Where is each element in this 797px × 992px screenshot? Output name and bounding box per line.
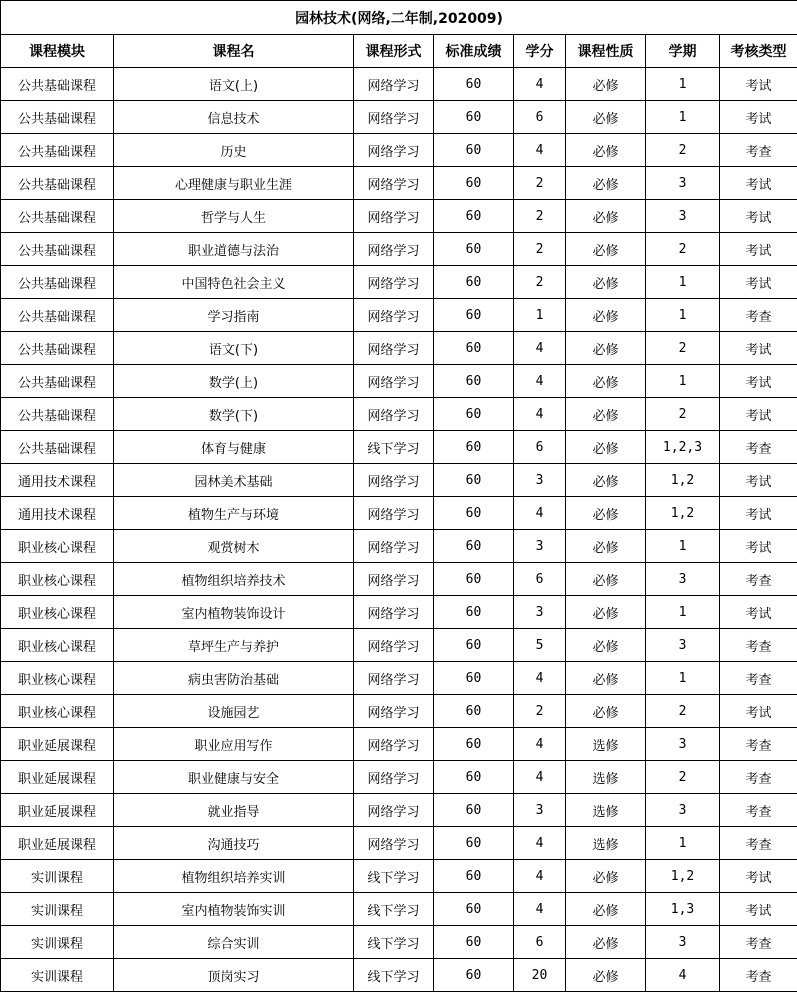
- cell-course-name: 室内植物装饰实训: [114, 893, 354, 926]
- cell-credits: 4: [514, 827, 566, 860]
- cell-course-name: 植物生产与环境: [114, 497, 354, 530]
- table-row: [1, 233, 797, 266]
- cell-format: 网络学习: [354, 233, 434, 266]
- cell-course-name: 心理健康与职业生涯: [114, 167, 354, 200]
- cell-course-name: 职业道德与法治: [114, 233, 354, 266]
- column-header-credits: 学分: [514, 35, 566, 68]
- cell-standard-score: 60: [434, 101, 514, 134]
- cell-assessment: 考试: [720, 200, 797, 233]
- cell-format: 网络学习: [354, 728, 434, 761]
- cell-credits: 3: [514, 464, 566, 497]
- cell-semester: 1: [646, 662, 720, 695]
- cell-credits: 3: [514, 530, 566, 563]
- cell-module: 公共基础课程: [1, 266, 114, 299]
- cell-standard-score: 60: [434, 893, 514, 926]
- cell-assessment: 考查: [720, 794, 797, 827]
- cell-module: 职业核心课程: [1, 530, 114, 563]
- cell-course-type: 必修: [566, 464, 646, 497]
- cell-course-name: 体育与健康: [114, 431, 354, 464]
- cell-credits: 6: [514, 926, 566, 959]
- cell-format: 网络学习: [354, 497, 434, 530]
- cell-module: 通用技术课程: [1, 497, 114, 530]
- cell-standard-score: 60: [434, 398, 514, 431]
- cell-course-type: 必修: [566, 266, 646, 299]
- cell-assessment: 考查: [720, 629, 797, 662]
- cell-standard-score: 60: [434, 596, 514, 629]
- cell-module: 通用技术课程: [1, 464, 114, 497]
- cell-credits: 4: [514, 761, 566, 794]
- cell-format: 线下学习: [354, 431, 434, 464]
- cell-semester: 3: [646, 794, 720, 827]
- cell-module: 公共基础课程: [1, 134, 114, 167]
- column-header-format: 课程形式: [354, 35, 434, 68]
- cell-format: 网络学习: [354, 167, 434, 200]
- cell-format: 网络学习: [354, 101, 434, 134]
- cell-semester: 2: [646, 398, 720, 431]
- cell-course-name: 语文(下): [114, 332, 354, 365]
- cell-credits: 4: [514, 893, 566, 926]
- cell-semester: 1: [646, 596, 720, 629]
- cell-assessment: 考查: [720, 926, 797, 959]
- table-body: [1, 68, 797, 992]
- cell-course-name: 职业应用写作: [114, 728, 354, 761]
- cell-credits: 1: [514, 299, 566, 332]
- cell-assessment: 考试: [720, 893, 797, 926]
- cell-format: 网络学习: [354, 464, 434, 497]
- cell-course-type: 必修: [566, 662, 646, 695]
- cell-course-type: 必修: [566, 167, 646, 200]
- cell-course-type: 必修: [566, 398, 646, 431]
- column-header-module: 课程模块: [1, 35, 114, 68]
- cell-course-type: 必修: [566, 134, 646, 167]
- cell-course-type: 必修: [566, 959, 646, 992]
- cell-semester: 3: [646, 167, 720, 200]
- cell-assessment: 考查: [720, 761, 797, 794]
- cell-credits: 20: [514, 959, 566, 992]
- table-row: [1, 530, 797, 563]
- title-row: [1, 1, 797, 35]
- cell-module: 公共基础课程: [1, 398, 114, 431]
- cell-standard-score: 60: [434, 761, 514, 794]
- cell-module: 公共基础课程: [1, 365, 114, 398]
- cell-credits: 2: [514, 266, 566, 299]
- cell-course-type: 必修: [566, 200, 646, 233]
- cell-format: 网络学习: [354, 68, 434, 101]
- cell-assessment: 考查: [720, 134, 797, 167]
- cell-credits: 3: [514, 794, 566, 827]
- table-row: [1, 794, 797, 827]
- cell-course-type: 选修: [566, 728, 646, 761]
- cell-standard-score: 60: [434, 200, 514, 233]
- cell-assessment: 考试: [720, 596, 797, 629]
- cell-assessment: 考查: [720, 563, 797, 596]
- cell-course-type: 必修: [566, 926, 646, 959]
- cell-standard-score: 60: [434, 332, 514, 365]
- table-row: [1, 695, 797, 728]
- cell-format: 网络学习: [354, 563, 434, 596]
- cell-course-name: 沟通技巧: [114, 827, 354, 860]
- cell-course-name: 数学(下): [114, 398, 354, 431]
- cell-format: 网络学习: [354, 299, 434, 332]
- cell-credits: 6: [514, 431, 566, 464]
- cell-credits: 2: [514, 233, 566, 266]
- cell-format: 线下学习: [354, 959, 434, 992]
- cell-semester: 3: [646, 563, 720, 596]
- cell-assessment: 考查: [720, 299, 797, 332]
- header-row: [1, 35, 797, 68]
- cell-semester: 1,2: [646, 860, 720, 893]
- cell-semester: 2: [646, 233, 720, 266]
- cell-credits: 6: [514, 563, 566, 596]
- cell-standard-score: 60: [434, 860, 514, 893]
- cell-course-type: 选修: [566, 794, 646, 827]
- cell-course-type: 选修: [566, 761, 646, 794]
- cell-format: 网络学习: [354, 365, 434, 398]
- table-row: [1, 959, 797, 992]
- table-row: [1, 563, 797, 596]
- cell-format: 网络学习: [354, 134, 434, 167]
- cell-assessment: 考试: [720, 332, 797, 365]
- cell-module: 实训课程: [1, 893, 114, 926]
- cell-assessment: 考试: [720, 530, 797, 563]
- cell-course-name: 综合实训: [114, 926, 354, 959]
- cell-standard-score: 60: [434, 629, 514, 662]
- column-header-semester: 学期: [646, 35, 720, 68]
- table-row: [1, 266, 797, 299]
- cell-course-name: 草坪生产与养护: [114, 629, 354, 662]
- table-row: [1, 398, 797, 431]
- cell-format: 线下学习: [354, 893, 434, 926]
- cell-standard-score: 60: [434, 167, 514, 200]
- cell-course-name: 语文(上): [114, 68, 354, 101]
- table-row: [1, 728, 797, 761]
- cell-standard-score: 60: [434, 827, 514, 860]
- cell-semester: 1: [646, 530, 720, 563]
- cell-format: 网络学习: [354, 596, 434, 629]
- cell-course-type: 必修: [566, 860, 646, 893]
- cell-course-name: 数学(上): [114, 365, 354, 398]
- table-row: [1, 860, 797, 893]
- cell-assessment: 考查: [720, 959, 797, 992]
- cell-format: 网络学习: [354, 827, 434, 860]
- cell-course-name: 学习指南: [114, 299, 354, 332]
- table-row: [1, 101, 797, 134]
- cell-course-type: 必修: [566, 101, 646, 134]
- cell-assessment: 考试: [720, 167, 797, 200]
- table-row: [1, 134, 797, 167]
- cell-module: 公共基础课程: [1, 200, 114, 233]
- cell-semester: 1,3: [646, 893, 720, 926]
- cell-course-name: 信息技术: [114, 101, 354, 134]
- cell-assessment: 考试: [720, 266, 797, 299]
- cell-assessment: 考试: [720, 497, 797, 530]
- cell-module: 职业核心课程: [1, 662, 114, 695]
- table-title: 园林技术(网络,二年制,202009): [1, 1, 797, 35]
- cell-semester: 3: [646, 728, 720, 761]
- cell-module: 职业核心课程: [1, 596, 114, 629]
- cell-module: 公共基础课程: [1, 431, 114, 464]
- cell-format: 网络学习: [354, 761, 434, 794]
- cell-semester: 1,2: [646, 464, 720, 497]
- column-header-standard-score: 标准成绩: [434, 35, 514, 68]
- cell-standard-score: 60: [434, 266, 514, 299]
- cell-course-name: 历史: [114, 134, 354, 167]
- cell-standard-score: 60: [434, 926, 514, 959]
- cell-module: 公共基础课程: [1, 101, 114, 134]
- cell-credits: 4: [514, 860, 566, 893]
- cell-course-name: 哲学与人生: [114, 200, 354, 233]
- table-row: [1, 926, 797, 959]
- table-row: [1, 365, 797, 398]
- table-row: [1, 464, 797, 497]
- cell-semester: 2: [646, 761, 720, 794]
- cell-semester: 3: [646, 629, 720, 662]
- cell-semester: 1,2,3: [646, 431, 720, 464]
- cell-semester: 1: [646, 68, 720, 101]
- cell-assessment: 考试: [720, 464, 797, 497]
- cell-standard-score: 60: [434, 431, 514, 464]
- cell-format: 网络学习: [354, 695, 434, 728]
- cell-credits: 4: [514, 497, 566, 530]
- cell-module: 实训课程: [1, 959, 114, 992]
- cell-course-type: 必修: [566, 233, 646, 266]
- cell-standard-score: 60: [434, 530, 514, 563]
- cell-credits: 5: [514, 629, 566, 662]
- table-row: [1, 761, 797, 794]
- cell-course-type: 必修: [566, 299, 646, 332]
- cell-course-name: 就业指导: [114, 794, 354, 827]
- cell-credits: 4: [514, 728, 566, 761]
- cell-format: 网络学习: [354, 332, 434, 365]
- cell-standard-score: 60: [434, 563, 514, 596]
- cell-course-name: 顶岗实习: [114, 959, 354, 992]
- cell-assessment: 考试: [720, 860, 797, 893]
- cell-course-type: 必修: [566, 497, 646, 530]
- cell-course-type: 选修: [566, 827, 646, 860]
- cell-course-name: 植物组织培养技术: [114, 563, 354, 596]
- cell-module: 公共基础课程: [1, 68, 114, 101]
- cell-semester: 1: [646, 827, 720, 860]
- cell-course-type: 必修: [566, 365, 646, 398]
- cell-semester: 1: [646, 101, 720, 134]
- cell-assessment: 考查: [720, 827, 797, 860]
- cell-course-name: 室内植物装饰设计: [114, 596, 354, 629]
- table-row: [1, 629, 797, 662]
- cell-module: 职业核心课程: [1, 629, 114, 662]
- cell-course-name: 病虫害防治基础: [114, 662, 354, 695]
- cell-module: 公共基础课程: [1, 299, 114, 332]
- cell-semester: 1,2: [646, 497, 720, 530]
- cell-module: 职业核心课程: [1, 695, 114, 728]
- column-header-course-name: 课程名: [114, 35, 354, 68]
- cell-standard-score: 60: [434, 794, 514, 827]
- cell-credits: 4: [514, 662, 566, 695]
- cell-semester: 2: [646, 332, 720, 365]
- cell-course-type: 必修: [566, 68, 646, 101]
- cell-standard-score: 60: [434, 299, 514, 332]
- cell-standard-score: 60: [434, 134, 514, 167]
- table-row: [1, 167, 797, 200]
- cell-format: 网络学习: [354, 266, 434, 299]
- cell-assessment: 考试: [720, 695, 797, 728]
- cell-credits: 2: [514, 200, 566, 233]
- cell-assessment: 考试: [720, 233, 797, 266]
- cell-credits: 6: [514, 101, 566, 134]
- cell-module: 职业延展课程: [1, 827, 114, 860]
- cell-assessment: 考试: [720, 101, 797, 134]
- cell-format: 网络学习: [354, 662, 434, 695]
- cell-format: 网络学习: [354, 200, 434, 233]
- cell-semester: 2: [646, 695, 720, 728]
- cell-semester: 3: [646, 926, 720, 959]
- cell-semester: 3: [646, 200, 720, 233]
- table-row: [1, 332, 797, 365]
- cell-course-type: 必修: [566, 431, 646, 464]
- cell-module: 职业核心课程: [1, 563, 114, 596]
- cell-assessment: 考查: [720, 728, 797, 761]
- table-row: [1, 827, 797, 860]
- cell-course-type: 必修: [566, 563, 646, 596]
- table-row: [1, 596, 797, 629]
- cell-course-type: 必修: [566, 332, 646, 365]
- cell-module: 公共基础课程: [1, 167, 114, 200]
- cell-course-name: 植物组织培养实训: [114, 860, 354, 893]
- cell-standard-score: 60: [434, 728, 514, 761]
- table-row: [1, 662, 797, 695]
- column-header-assessment: 考核类型: [720, 35, 797, 68]
- cell-format: 网络学习: [354, 398, 434, 431]
- cell-standard-score: 60: [434, 464, 514, 497]
- table-row: [1, 497, 797, 530]
- cell-standard-score: 60: [434, 68, 514, 101]
- cell-semester: 2: [646, 134, 720, 167]
- cell-standard-score: 60: [434, 662, 514, 695]
- cell-assessment: 考试: [720, 365, 797, 398]
- cell-assessment: 考试: [720, 398, 797, 431]
- cell-credits: 4: [514, 134, 566, 167]
- cell-semester: 4: [646, 959, 720, 992]
- cell-credits: 2: [514, 695, 566, 728]
- cell-course-type: 必修: [566, 695, 646, 728]
- cell-standard-score: 60: [434, 695, 514, 728]
- cell-format: 网络学习: [354, 530, 434, 563]
- cell-standard-score: 60: [434, 497, 514, 530]
- cell-format: 网络学习: [354, 794, 434, 827]
- cell-credits: 3: [514, 596, 566, 629]
- cell-module: 公共基础课程: [1, 233, 114, 266]
- cell-standard-score: 60: [434, 959, 514, 992]
- table-row: [1, 200, 797, 233]
- cell-course-type: 必修: [566, 530, 646, 563]
- cell-course-name: 中国特色社会主义: [114, 266, 354, 299]
- cell-assessment: 考查: [720, 662, 797, 695]
- cell-credits: 4: [514, 398, 566, 431]
- cell-module: 职业延展课程: [1, 761, 114, 794]
- cell-module: 职业延展课程: [1, 728, 114, 761]
- cell-credits: 4: [514, 332, 566, 365]
- cell-credits: 2: [514, 167, 566, 200]
- cell-course-type: 必修: [566, 596, 646, 629]
- cell-credits: 4: [514, 365, 566, 398]
- cell-course-type: 必修: [566, 629, 646, 662]
- cell-standard-score: 60: [434, 233, 514, 266]
- cell-format: 网络学习: [354, 629, 434, 662]
- cell-module: 公共基础课程: [1, 332, 114, 365]
- cell-semester: 1: [646, 299, 720, 332]
- table-row: [1, 299, 797, 332]
- cell-course-name: 园林美术基础: [114, 464, 354, 497]
- cell-credits: 4: [514, 68, 566, 101]
- cell-course-type: 必修: [566, 893, 646, 926]
- cell-module: 职业延展课程: [1, 794, 114, 827]
- table-row: [1, 893, 797, 926]
- cell-course-name: 设施园艺: [114, 695, 354, 728]
- table-row: [1, 68, 797, 101]
- cell-course-name: 职业健康与安全: [114, 761, 354, 794]
- cell-assessment: 考试: [720, 68, 797, 101]
- column-header-course-type: 课程性质: [566, 35, 646, 68]
- cell-semester: 1: [646, 365, 720, 398]
- cell-course-name: 观赏树木: [114, 530, 354, 563]
- cell-standard-score: 60: [434, 365, 514, 398]
- table-row: [1, 431, 797, 464]
- cell-format: 线下学习: [354, 926, 434, 959]
- cell-module: 实训课程: [1, 926, 114, 959]
- cell-module: 实训课程: [1, 860, 114, 893]
- cell-assessment: 考查: [720, 431, 797, 464]
- cell-format: 线下学习: [354, 860, 434, 893]
- cell-semester: 1: [646, 266, 720, 299]
